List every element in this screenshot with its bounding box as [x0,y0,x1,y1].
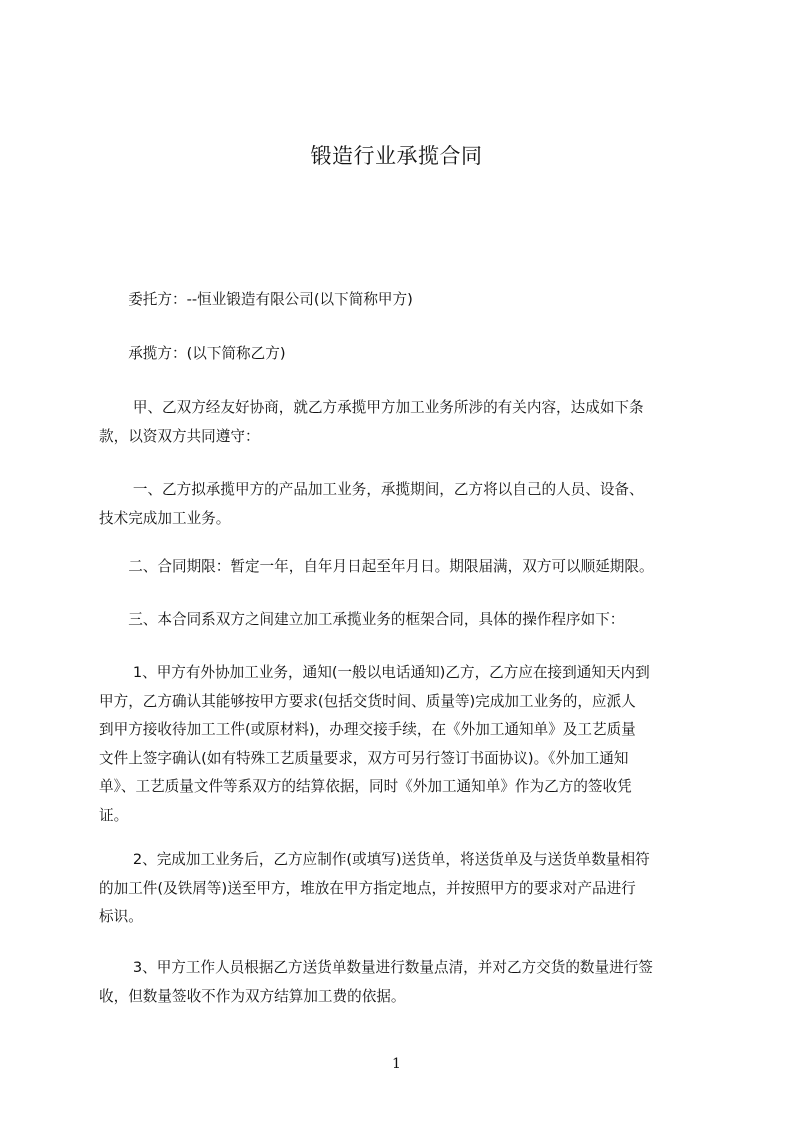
paragraph-line: 标识。 [99,908,143,925]
paragraph-line: 2、完成加工业务后，乙方应制作(或填写)送货单，将送货单及与送货单数量相符 [99,851,650,868]
client-party-line [99,286,715,315]
item-1-paragraph [99,659,715,830]
clause-3-paragraph [99,606,715,635]
paragraph-line: 三、本合同系双方之间建立加工承揽业务的框架合同，具体的操作程序如下： [99,611,625,628]
paragraph-line: 收，但数量签收不作为双方结算加工费的依据。 [99,987,406,1005]
paragraph-line: 文件上签字确认(如有特殊工艺质量要求，双方可另行签订书面协议)。《外加工通知 [99,749,629,767]
paragraph-line: 证。 [99,806,129,824]
paragraph-line: 二、合同期限：暂定一年，自年月日起至年月日。期限届满，双方可以顺延期限。 [99,558,654,575]
paragraph-line: 委托方：--恒业锻造有限公司(以下简称甲方) [99,291,413,308]
contractor-party-line [99,340,715,369]
paragraph-line: 的加工件(及铁屑等)送至甲方，堆放在甲方指定地点，并按照甲方的要求对产品进行 [99,879,636,897]
document-title: 锻造行业承揽合同 [310,144,483,168]
paragraph-line: 技术完成加工业务。 [99,509,231,527]
paragraph-line: 甲、乙双方经友好协商，就乙方承揽甲方加工业务所涉的有关内容，达成如下条 [99,399,644,416]
paragraph-line: 甲方，乙方确认其能够按甲方要求(包括交货时间、质量等)完成加工业务的，应派人 [99,692,636,710]
paragraph-line: 到甲方接收待加工工件(或原材料)，办理交接手续，在《外加工通知单》及工艺质量 [99,721,636,738]
paragraph-line: 单》、工艺质量文件等系双方的结算依据，同时《外加工通知单》作为乙方的签收凭 [99,778,632,795]
paragraph-line: 承揽方：(以下简称乙方) [99,345,286,362]
item-3-paragraph [99,954,715,1011]
paragraph-line: 一、乙方拟承揽甲方的产品加工业务，承揽期间，乙方将以自己的人员、设备、 [99,481,644,498]
page-number: 1 [392,1056,401,1072]
paragraph-line: 款，以资双方共同遵守： [99,427,260,445]
paragraph-line: 1、甲方有外协加工业务，通知(一般以电话通知)乙方，乙方应在接到通知天内到 [99,664,650,681]
paragraph-line: 3、甲方工作人员根据乙方送货单数量进行数量点清，并对乙方交货的数量进行签 [99,959,653,976]
preamble-paragraph [99,394,715,451]
item-2-paragraph [99,846,715,932]
clause-2-paragraph [99,553,715,582]
clause-1-paragraph [99,476,715,533]
